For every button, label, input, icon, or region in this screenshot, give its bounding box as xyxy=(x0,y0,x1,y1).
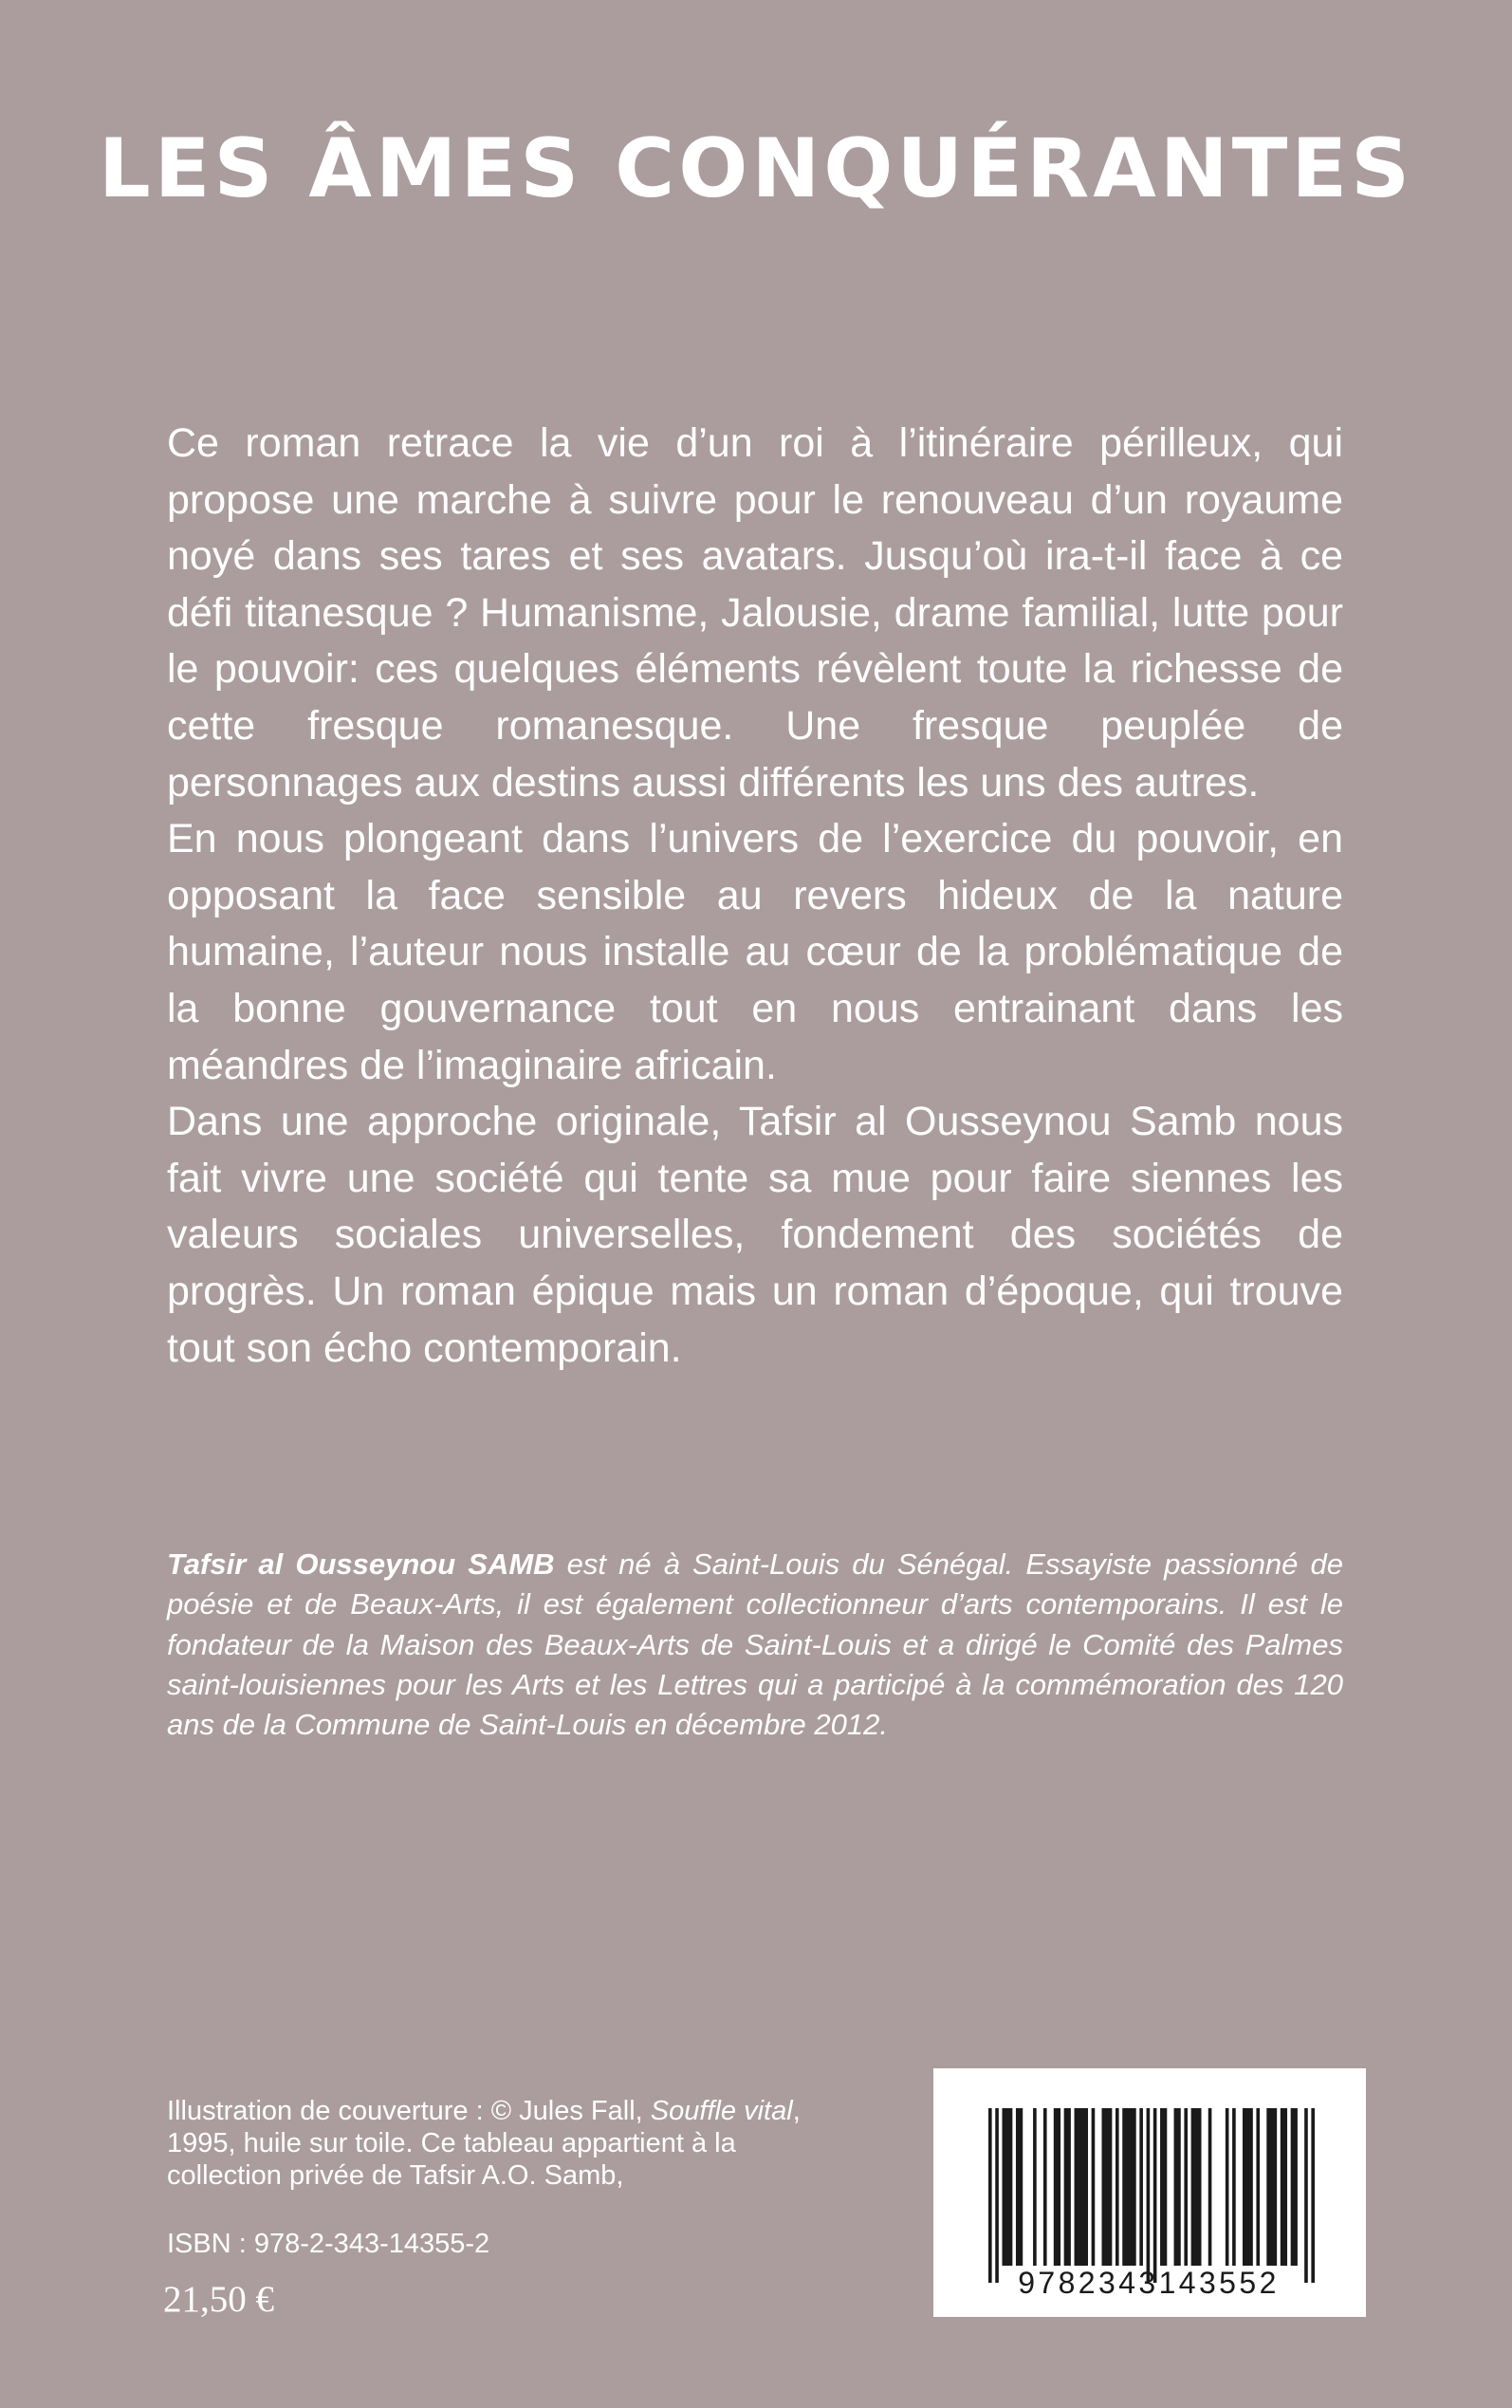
barcode-bar-16 xyxy=(1160,2108,1167,2266)
synopsis xyxy=(167,416,1343,1377)
barcode-bar-8 xyxy=(1075,2108,1088,2266)
barcode-bar-7 xyxy=(1064,2108,1071,2266)
barcode-bar-28 xyxy=(1304,2108,1308,2283)
barcode-bar-9 xyxy=(1092,2108,1096,2266)
isbn-label: ISBN : 978-2-343-14355-2 xyxy=(167,2229,490,2259)
barcode-bar-22 xyxy=(1232,2108,1236,2266)
barcode-bar-14 xyxy=(1147,2108,1151,2283)
barcode-bar-24 xyxy=(1256,2108,1260,2266)
barcode-bar-29 xyxy=(1311,2108,1315,2283)
barcode-bar-27 xyxy=(1291,2108,1298,2266)
barcode-bar-17 xyxy=(1174,2108,1181,2266)
barcode-bar-0 xyxy=(988,2108,992,2283)
barcode-bar-26 xyxy=(1281,2108,1287,2266)
barcode-bar-25 xyxy=(1266,2108,1277,2266)
barcode-bar-3 xyxy=(1016,2108,1023,2266)
barcode-bar-15 xyxy=(1153,2108,1157,2283)
barcode-bar-10 xyxy=(1101,2108,1112,2266)
barcode-digits: 9782343143552 xyxy=(1018,2266,1280,2300)
barcode-panel xyxy=(933,2068,1366,2317)
price-label: 21,50 € xyxy=(163,2279,274,2320)
synopsis-paragraph-3: Dans une approche originale, Tafsir al Ousseynou Samb nous fait vivre une société qui tente sa mue pour faire siennes les valeurs sociales universelles, fondement des sociétés de progrès. Un roman épique mais un roman d’époque, qui trouve tout son écho contemporain. xyxy=(167,1099,1343,1371)
barcode-bar-19 xyxy=(1191,2108,1202,2266)
barcode-bar-6 xyxy=(1054,2108,1060,2266)
barcode-bars xyxy=(988,2108,1315,2283)
barcode-bar-18 xyxy=(1184,2108,1188,2266)
barcode-bar-4 xyxy=(1033,2108,1037,2266)
barcode-bar-5 xyxy=(1043,2108,1047,2266)
synopsis-paragraph-2: En nous plongeant dans l’univers de l’exercice du pouvoir, en opposant la face sensible au revers hideux de la nature humaine, l’auteur nous installe au cœur de la problématique de la bonne gouvernance tout en nous entrainant dans les méandres de l’imaginaire africain. xyxy=(167,816,1343,1088)
barcode-bar-2 xyxy=(1002,2108,1012,2266)
cover-illustration-credit xyxy=(167,2095,850,2192)
barcode-bar-20 xyxy=(1208,2108,1212,2266)
barcode-bar-12 xyxy=(1122,2108,1135,2266)
barcode-bar-21 xyxy=(1226,2108,1229,2266)
author-bio xyxy=(167,1545,1343,1745)
barcode-bar-13 xyxy=(1139,2108,1143,2266)
author-name: Tafsir al Ousseynou SAMB xyxy=(167,1547,555,1581)
barcode-bar-23 xyxy=(1243,2108,1253,2266)
barcode-bar-1 xyxy=(995,2108,999,2283)
credit-suffix: , 1995, huile sur toile. Ce tableau appartient à la collection privée de Tafsir A.O. Samb, xyxy=(167,2096,801,2191)
synopsis-paragraph-1: Ce roman retrace la vie d’un roi à l’itinéraire périlleux, qui propose une marche à suivre pour le renouveau d’un royaume noyé dans ses tares et ses avatars. Jusqu’où ira-t-il face à ce défi titanesque ? Humanisme, Jalousie, drame familial, lutte pour le pouvoir: ces quelques éléments révèlent toute la richesse de cette fresque romanesque. Une fresque peuplée de personnages aux destins aussi différents les uns des autres. xyxy=(167,420,1343,806)
credit-artwork-title: Souffle vital xyxy=(650,2096,793,2126)
book-title: LES ÂMES CONQUÉRANTES xyxy=(98,121,1414,216)
author-bio-text: est né à Saint-Louis du Sénégal. Essayiste passionné de poésie et de Beaux-Arts, il est également collectionneur d’arts contemporains. Il est le fondateur de la Maison des Beaux-Arts de Saint-Louis et a dirigé le Comité des Palmes saint-louisiennes pour les Arts et les Lettres qui a participé à la commémoration des 120 ans de la Commune de Saint-Louis en décembre 2012. xyxy=(167,1547,1344,1742)
credit-prefix: Illustration de couverture : © Jules Fall, xyxy=(167,2096,651,2126)
barcode-bar-11 xyxy=(1116,2108,1119,2266)
